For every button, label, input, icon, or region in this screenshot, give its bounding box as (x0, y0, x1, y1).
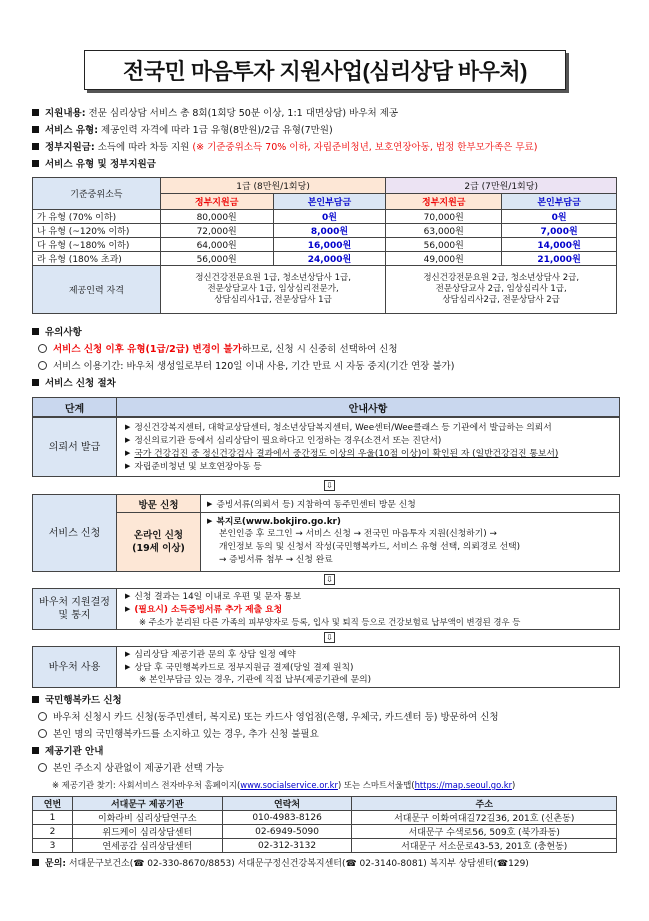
cell-org: 위드케이 심리상담센터 (72, 825, 222, 839)
providers-line-2-mid: ) 또는 스마트서울맵( (337, 780, 415, 790)
line-text: ※ 주소가 분리된 다른 가족의 피부양자로 등록, 입사 및 퇴직 등으로 건강보험료 납부액이 변경된 경우 등 (139, 617, 521, 627)
card-title: 국민행복카드 신청 (45, 695, 122, 706)
contact-text: 서대문구보건소(☎ 02-330-8670/8853) 서대문구정신건강복지센터(☎ 02-3140-8081) 복지부 상담센터(☎129) (66, 859, 529, 869)
line-text: 정신건강복지센터, 대학교상담센터, 청소년상담복지센터, Wee센터/Wee클래스 등 기관에서 발급하는 의뢰서 (134, 423, 552, 433)
line-text: 증빙서류(의뢰서 등) 지참하여 동주민센터 방문 신청 (216, 500, 416, 510)
online-line (219, 554, 333, 567)
line-text: 본인인증 후 로그인 → 서비스 신청 → 전국민 마음투자 지원(신청하기) → (219, 529, 497, 539)
row-type: 나 유형 (~120% 이하) (33, 224, 161, 238)
seoul-map-link[interactable]: https://map.seoul.go.kr (414, 780, 513, 790)
usage-line: ▶ 심리상담 제공기관 문의 후 상담 일정 예약 (125, 650, 296, 660)
table-row (33, 238, 617, 252)
online-line (219, 528, 497, 541)
card-line-2-text: 본인 명의 국민행복카드를 소지하고 있는 경우, 추가 신청 불필요 (53, 729, 319, 740)
usage-line (139, 674, 371, 687)
provider-g2 (386, 266, 617, 314)
cell-g1-gov: 64,000원 (160, 238, 273, 252)
bullet-square-icon (32, 143, 39, 150)
line-text: 정신의료기관 등에서 심리상담이 필요하다고 인정하는 경우(소견서 또는 진단서) (134, 436, 442, 446)
circle-bullet-icon (38, 763, 47, 772)
cell-g1-own: 0원 (273, 210, 386, 224)
cell-phone: 02-312-3132 (222, 839, 352, 853)
cell-address: 서대문구 이화여대길72길36, 201호 (신촌동) (352, 811, 617, 825)
line-text: 신청 결과는 14일 이내로 우편 및 문자 통보 (134, 592, 302, 602)
step-decision-label (33, 589, 117, 629)
bullet-square-icon (32, 696, 39, 703)
table-row (33, 224, 617, 238)
socialservice-link[interactable]: www.socialservice.or.kr (240, 780, 338, 790)
providers-line-2 (52, 779, 642, 792)
th-phone: 연락처 (222, 797, 352, 811)
cell-g2-gov: 49,000원 (386, 252, 502, 266)
g1-gov-header: 정부지원금 (160, 194, 273, 210)
circle-bullet-icon (38, 361, 47, 370)
table-row (33, 825, 617, 839)
bullet-square-icon (32, 379, 39, 386)
line-text: 국가 건강검진 중 정신건강검사 결과에서 중간정도 이상의 우울(10점 이상)이 확인된 자 (일반건강검진 통보서) (134, 449, 559, 459)
notice-item-1 (32, 343, 622, 356)
cell-g1-gov: 72,000원 (160, 224, 273, 238)
provider-label: 제공인력 자격 (33, 266, 161, 314)
step-referral (32, 417, 620, 477)
grade2-header: 2급 (7만원/1회당) (386, 178, 617, 194)
provider-g2-line: 상담심리사2급, 전문상담사 2급 (442, 295, 560, 305)
divider (201, 512, 619, 513)
step-decision (32, 588, 620, 630)
providers-line-1 (32, 762, 622, 775)
cell-g1-gov: 56,000원 (160, 252, 273, 266)
notice-item-1-red: 서비스 신청 이후 유형(1급/2급) 변경이 불가 (53, 344, 242, 355)
usage-line: ▶ 상담 후 국민행복카드로 정부지원금 결제(당일 결제 원칙) (125, 663, 354, 673)
decision-line: ▶ 신청 결과는 14일 이내로 우편 및 문자 통보 (125, 592, 302, 602)
bullet-square-icon (32, 109, 39, 116)
th-org: 서대문구 제공기관 (72, 797, 222, 811)
overview-service-type (32, 124, 622, 137)
step-referral-line: ▶ 정신건강복지센터, 대학교상담센터, 청소년상담복지센터, Wee센터/Wee클래스 등 기관에서 발급하는 의뢰서 (125, 423, 552, 433)
cell-g2-gov: 63,000원 (386, 224, 502, 238)
gov-note: (※ 기준중위소득 70% 이하, 자립준비청년, 보호연장아동, 법정 한부모가족은 무료) (192, 142, 538, 153)
cell-g1-own: 16,000원 (273, 238, 386, 252)
procedure-header (32, 397, 620, 417)
procedure-title: 서비스 신청 절차 (45, 378, 116, 389)
cell-g2-own: 14,000원 (502, 238, 617, 252)
g2-gov-header: 정부지원금 (386, 194, 502, 210)
notice-item-1-rest: 하므로, 신청 시 신중히 선택하여 신청 (241, 344, 398, 355)
card-line-1-text: 바우처 신청시 카드 신청(동주민센터, 복지로) 또는 카드사 영업점(은행, 우체국, 카드센터 등) 방문하여 신청 (53, 712, 499, 723)
grade1-header: 1급 (8만원/1회당) (160, 178, 386, 194)
online-line (219, 541, 520, 554)
step-referral-label: 의뢰서 발급 (33, 418, 117, 476)
line-text: 개인정보 동의 및 신청서 작성(국민행복카드, 서비스 유형 선택, 의뢰경로 선택) (219, 542, 521, 552)
row-type: 가 유형 (70% 이하) (33, 210, 161, 224)
step-referral-line: ▶ 국가 건강검진 중 정신건강검사 결과에서 중간정도 이상의 우울(10점 이상)이 확인된 자 (일반건강검진 통보서) (125, 449, 559, 459)
table-row (33, 811, 617, 825)
notice-title: 유의사항 (45, 327, 82, 338)
arrow-down-icon: ⇩ (324, 632, 335, 643)
contact-label: 문의: (45, 859, 66, 869)
cell-no: 1 (33, 811, 73, 825)
circle-bullet-icon (38, 729, 47, 738)
card-line-1 (32, 711, 622, 724)
step-decision-label-2: 및 통지 (58, 610, 91, 621)
online-line: ▶ 복지로(www.bokjiro.go.kr) (207, 517, 341, 527)
provider-g1 (160, 266, 386, 314)
section-service-type (32, 158, 622, 171)
overview-content (32, 107, 622, 120)
line-text: 복지로(www.bokjiro.go.kr) (216, 517, 341, 527)
step-usage (32, 646, 620, 688)
content-text: 전문 심리상담 서비스 총 8회(1회당 50분 이상, 1:1 대면상담) 바우처 제공 (85, 108, 399, 119)
circle-bullet-icon (38, 344, 47, 353)
table-row (33, 252, 617, 266)
cell-g1-gov: 80,000원 (160, 210, 273, 224)
service-type-text: 제공인력 자격에 따라 1급 유형(8만원)/2급 유형(7만원) (98, 125, 333, 136)
providers-line-1-text: 본인 주소지 상관없이 제공기관 선택 가능 (53, 763, 225, 774)
visit-text: ▶ 증빙서류(의뢰서 등) 지참하여 동주민센터 방문 신청 (207, 500, 416, 510)
cell-no: 2 (33, 825, 73, 839)
cell-g2-own: 7,000원 (502, 224, 617, 238)
gov-text: 소득에 따라 차등 지원 (94, 142, 193, 153)
income-header: 기준중위소득 (33, 178, 161, 210)
content-label: 지원내용: (45, 108, 86, 119)
cell-g2-own: 0원 (502, 210, 617, 224)
section-procedure (32, 377, 622, 390)
online-label-1: 온라인 신청 (133, 530, 184, 541)
th-no: 연번 (33, 797, 73, 811)
section-title: 서비스 유형 및 정부지원금 (45, 159, 156, 170)
cell-org: 연세공감 심리상담센터 (72, 839, 222, 853)
step-usage-label: 바우처 사용 (33, 647, 117, 687)
arrow-down-icon: ⇩ (324, 574, 335, 585)
row-type: 다 유형 (~180% 이하) (33, 238, 161, 252)
provider-g1-line: 정신건강전문요원 1급, 청소년상담사 1급, (195, 273, 351, 283)
step-referral-line: ▶ 정신의료기관 등에서 심리상담이 필요하다고 인정하는 경우(소견서 또는 진단서) (125, 436, 442, 446)
bullet-square-icon (32, 747, 39, 754)
col-guide: 안내사항 (348, 403, 388, 415)
g1-own-header: 본인부담금 (273, 194, 386, 210)
th-address: 주소 (352, 797, 617, 811)
cell-org: 이화라비 심리상담연구소 (72, 811, 222, 825)
bullet-square-icon (32, 859, 39, 866)
cell-no: 3 (33, 839, 73, 853)
provider-g2-line: 전문상담교사 2급, 임상심리사 1급, (435, 284, 567, 294)
step-apply (32, 494, 620, 572)
support-table (32, 177, 617, 314)
section-providers (32, 745, 622, 758)
col-step: 단계 (33, 398, 117, 416)
contact-line (32, 858, 622, 871)
providers-line-2-pre: ※ 제공기관 찾기: 사회서비스 전자바우처 홈페이지( (52, 780, 241, 790)
providers-line-2-post: ) (512, 780, 516, 790)
table-row (33, 839, 617, 853)
card-line-2 (32, 728, 622, 741)
bullet-square-icon (32, 160, 39, 167)
notice-item-2 (32, 360, 622, 373)
providers-title: 제공기관 안내 (45, 746, 104, 757)
circle-bullet-icon (38, 712, 47, 721)
line-text: → 증빙서류 첨부 → 신청 완료 (219, 555, 333, 565)
line-text: 상담 후 국민행복카드로 정부지원금 결제(당일 결제 원칙) (134, 663, 354, 673)
section-card (32, 694, 622, 707)
provider-g1-line: 전문상담교사 1급, 임상심리전문가, (207, 284, 339, 294)
visit-label: 방문 신청 (117, 495, 201, 513)
arrow-down-icon: ⇩ (324, 480, 335, 491)
cell-g2-gov: 56,000원 (386, 238, 502, 252)
service-type-label: 서비스 유형: (45, 125, 98, 136)
decision-line: ▶ (필요시) 소득증빙서류 추가 제출 요청 (125, 605, 283, 615)
line-text: 심리상담 제공기관 문의 후 상담 일정 예약 (134, 650, 296, 660)
line-text: 자립준비청년 및 보호연장아동 등 (134, 462, 262, 472)
section-notice (32, 326, 622, 339)
line-text: (필요시) 소득증빙서류 추가 제출 요청 (134, 605, 283, 615)
cell-phone: 010-4983-8126 (222, 811, 352, 825)
bullet-square-icon (32, 126, 39, 133)
page-title: 전국민 마음투자 지원사업(심리상담 바우처) (122, 58, 528, 84)
overview-gov (32, 141, 622, 154)
title-box (84, 50, 566, 90)
notice-item-2-text: 서비스 이용기간: 바우처 생성일로부터 120일 이내 사용, 기간 만료 시 자동 중지(기간 연장 불가) (53, 361, 455, 372)
provider-g2-line: 정신건강전문요원 2급, 청소년상담사 2급, (423, 273, 580, 283)
cell-g2-own: 21,000원 (502, 252, 617, 266)
table-row (33, 210, 617, 224)
step-decision-label-1: 바우처 지원결정 (39, 597, 110, 608)
cell-g1-own: 24,000원 (273, 252, 386, 266)
gov-label: 정부지원금: (45, 142, 95, 153)
online-label (117, 513, 201, 571)
provider-table (32, 796, 617, 853)
cell-g1-own: 8,000원 (273, 224, 386, 238)
row-type: 라 유형 (180% 초과) (33, 252, 161, 266)
bullet-square-icon (32, 328, 39, 335)
cell-phone: 02-6949-5090 (222, 825, 352, 839)
cell-g2-gov: 70,000원 (386, 210, 502, 224)
cell-address: 서대문구 수색로56, 509호 (북가좌동) (352, 825, 617, 839)
cell-address: 서대문구 서소문로43-53, 201호 (충현동) (352, 839, 617, 853)
decision-line (139, 616, 520, 629)
step-apply-label: 서비스 신청 (33, 495, 117, 571)
g2-own-header: 본인부담금 (502, 194, 617, 210)
step-referral-line: ▶ 자립준비청년 및 보호연장아동 등 (125, 462, 262, 472)
provider-g1-line: 상담심리사1급, 전문상담사 1급 (214, 295, 332, 305)
online-label-2: (19세 이상) (132, 543, 185, 554)
line-text: ※ 본인부담금 있는 경우, 기관에 직접 납부(제공기관에 문의) (139, 675, 372, 685)
